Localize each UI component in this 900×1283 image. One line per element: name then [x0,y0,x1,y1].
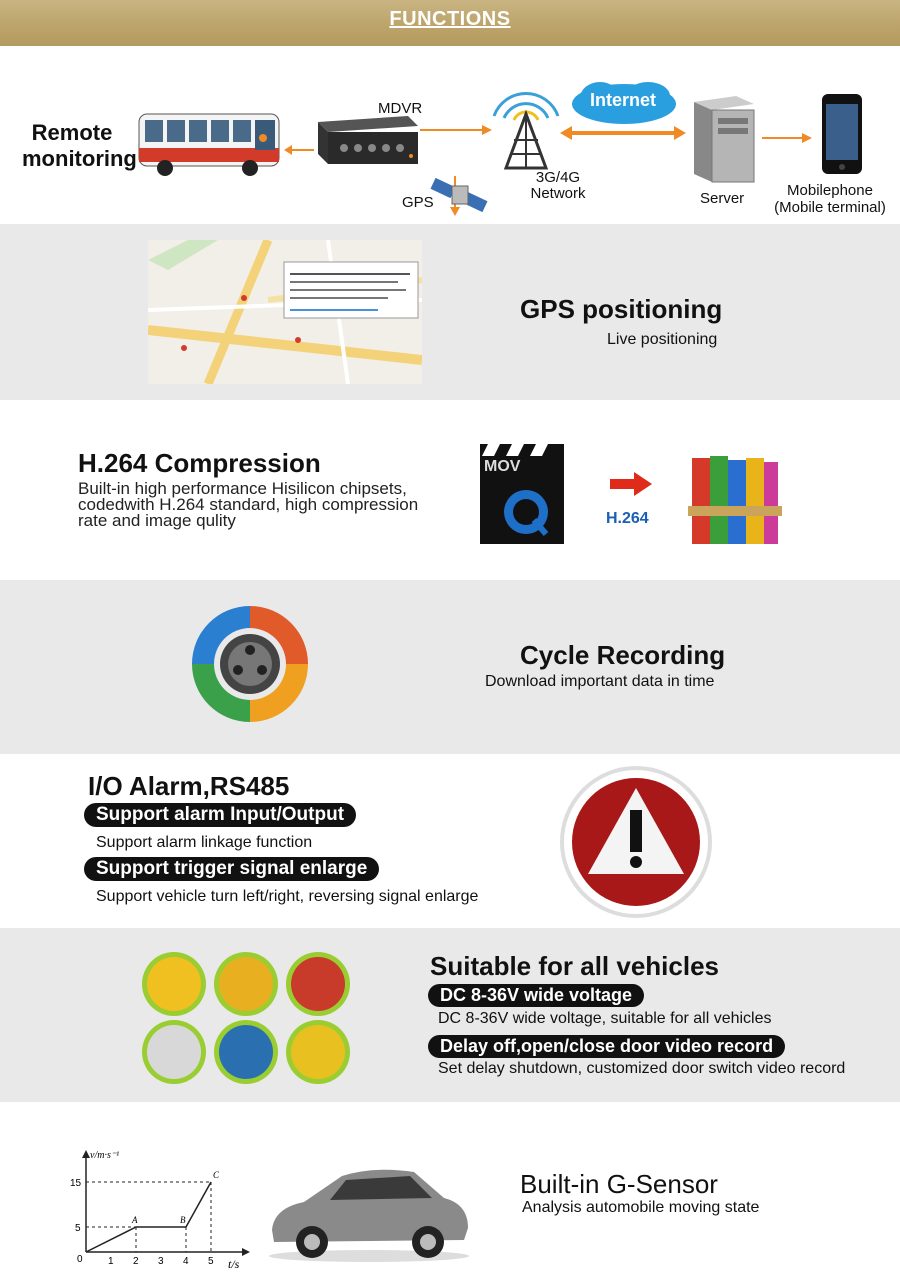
cycle-recording-section [0,580,900,754]
server-label: Server [700,190,745,207]
arrow-right-icon [420,124,492,136]
mobile-label [766,182,894,216]
car-image [264,1158,474,1262]
arrow-right-icon-2 [762,132,812,144]
double-arrow-icon [560,126,686,140]
alarm-text-linkage: Support alarm linkage function [96,834,313,851]
graph-ylabel: v/m·s⁻¹ [90,1150,120,1161]
internet-label: Internet [590,90,657,110]
remote-label-line1: Remote [31,120,113,145]
red-arrow-icon [610,472,652,496]
graph-xtick-0: 0 [77,1254,83,1265]
network-tower-icon [484,74,568,170]
io-alarm-section [0,754,900,928]
cycle-recording-icon [186,600,314,728]
compressed-books-icon [688,452,782,548]
alarm-pill-trigger: Support trigger signal enlarge [84,857,379,881]
network-label [528,170,588,202]
mobile-phone-icon [820,92,864,176]
cycle-title: Cycle Recording [520,640,726,670]
functions-title: FUNCTIONS [389,8,511,30]
graph-point-c: C [213,1170,220,1180]
h264-desc-line3: rate and image qulity [78,511,236,530]
cycle-subtitle: Download important data in time [485,673,715,690]
server-icon [690,94,756,184]
graph-xtick-4: 4 [183,1256,189,1267]
graph-ytick-15: 15 [70,1178,82,1189]
vehicles-title: Suitable for all vehicles [430,951,719,981]
network-label-line2: Network [530,185,586,202]
alarm-text-vehicle-signal: Support vehicle turn left/right, reversing signal enlarge [96,888,479,905]
satellite-icon [430,172,492,218]
vehicles-pill-delay: Delay off,open/close door video record [428,1035,785,1058]
alarm-pill-io: Support alarm Input/Output [84,803,356,827]
functions-header [0,0,900,46]
mdvr-device-icon [308,116,420,168]
mdvr-label: MDVR [378,100,423,117]
network-label-line1: 3G/4G [535,169,581,186]
gps-map-image [148,240,422,384]
vehicles-text-delay: Set delay shutdown, customized door switch video record [438,1060,846,1077]
vehicles-section [0,928,900,1102]
h264-title: H.264 Compression [78,448,321,478]
graph-point-b: B [180,1215,186,1225]
g-sensor-section [0,1102,900,1283]
mobile-label-line1: Mobilephone [787,182,873,199]
bus-icon [135,108,285,178]
gps-subtitle: Live positioning [607,331,718,348]
gps-title: GPS positioning [520,294,723,324]
remote-monitoring-section [0,46,900,224]
gps-label: GPS [402,194,434,211]
h264-desc-line1: Built-in high performance Hisilicon chipsets, [78,479,407,498]
h264-section [0,400,900,580]
gps-positioning-section [0,224,900,400]
alarm-title: I/O Alarm,RS485 [88,771,290,801]
graph-xtick-3: 3 [158,1256,164,1267]
gsensor-subtitle: Analysis automobile moving state [522,1199,760,1216]
vehicles-pill-voltage: DC 8-36V wide voltage [428,984,644,1007]
vehicles-grid-image [140,948,352,1088]
mobile-label-line2: (Mobile terminal) [774,199,886,216]
gsensor-title: Built-in G-Sensor [520,1169,718,1199]
graph-point-a: A [132,1215,138,1225]
graph-xtick-1: 1 [108,1256,114,1267]
vehicles-text-voltage: DC 8-36V wide voltage, suitable for all vehicles [438,1010,772,1027]
alarm-warning-icon [556,764,716,920]
graph-xlabel: t/s [228,1257,240,1271]
graph-ytick-5: 5 [75,1223,81,1234]
h264-desc-line2: codedwith H.264 standard, high compression [78,495,419,514]
mov-label: MOV [484,458,521,475]
remote-label-line2: monitoring [22,146,137,171]
graph-xtick-2: 2 [133,1256,139,1267]
h264-label: H.264 [606,510,649,527]
graph-xtick-5: 5 [208,1256,214,1267]
velocity-time-graph [66,1146,256,1274]
remote-monitoring-label [22,120,137,172]
